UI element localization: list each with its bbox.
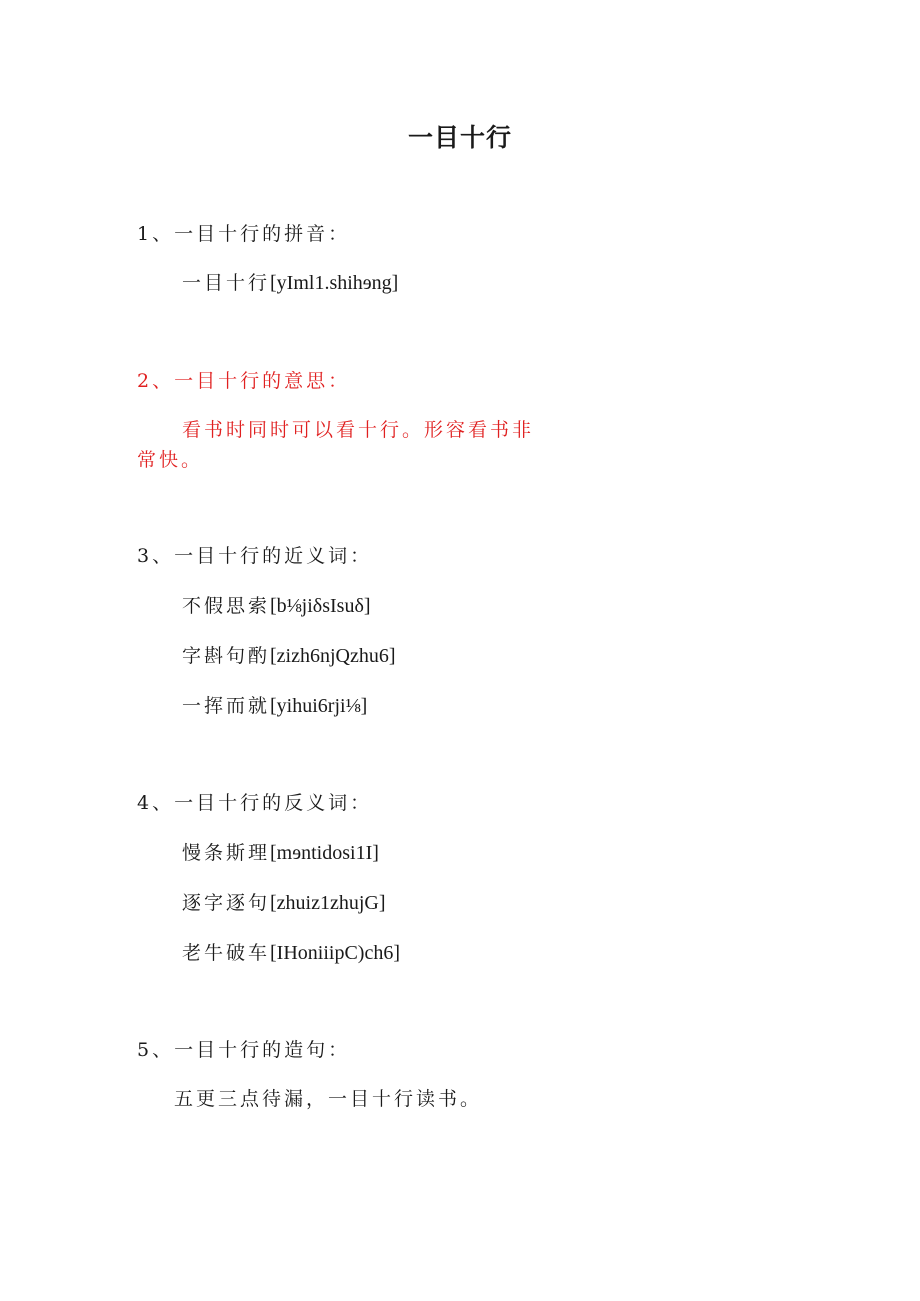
entry-pinyin: [zhuiz1zhujG] (270, 892, 386, 914)
example-sentence: 五更三点待漏，一目十行读书。 (174, 1088, 483, 1110)
entry-word: 老牛破车 (182, 942, 271, 964)
section-heading-antonyms: 4、一目十行的反义词： (137, 792, 373, 814)
synonym-entry (182, 592, 371, 620)
page-title: 一目十行 (407, 123, 512, 152)
entry-word: 一挥而就 (182, 695, 271, 717)
entry-pinyin: [zizh6njQzhu6] (270, 645, 396, 667)
antonym-entry (182, 939, 400, 967)
section-heading-meaning: 2、一目十行的意思： (137, 370, 351, 392)
antonym-entry (182, 839, 379, 867)
synonym-entry (182, 642, 396, 670)
entry-word: 慢条斯理 (182, 842, 271, 864)
section-heading-example: 5、一目十行的造句： (137, 1039, 351, 1061)
entry-word: 逐字逐句 (182, 892, 271, 914)
pinyin-entry (182, 269, 398, 297)
antonym-entry (182, 889, 386, 917)
entry-pinyin: [b⅛jiδsIsuδ] (270, 595, 371, 617)
meaning-text: 看书时同时可以看十行。形容看书非常快。 (137, 419, 535, 471)
entry-pinyin: [yihui6rji⅛] (270, 695, 368, 717)
synonym-entry (182, 692, 367, 720)
section-heading-synonyms: 3、一目十行的近义词： (137, 545, 373, 567)
entry-pinyin: [IHoniiipC)ch6] (270, 942, 400, 964)
entry-word: 字斟句酌 (182, 645, 271, 667)
entry-word: 一目十行 (182, 272, 271, 294)
entry-pinyin: [yIml1.shihɘng] (270, 272, 399, 294)
entry-word: 不假思索 (182, 595, 271, 617)
section-heading-pinyin: 1、一目十行的拼音： (137, 223, 351, 245)
entry-pinyin: [mɘntidosi1I] (270, 842, 379, 864)
